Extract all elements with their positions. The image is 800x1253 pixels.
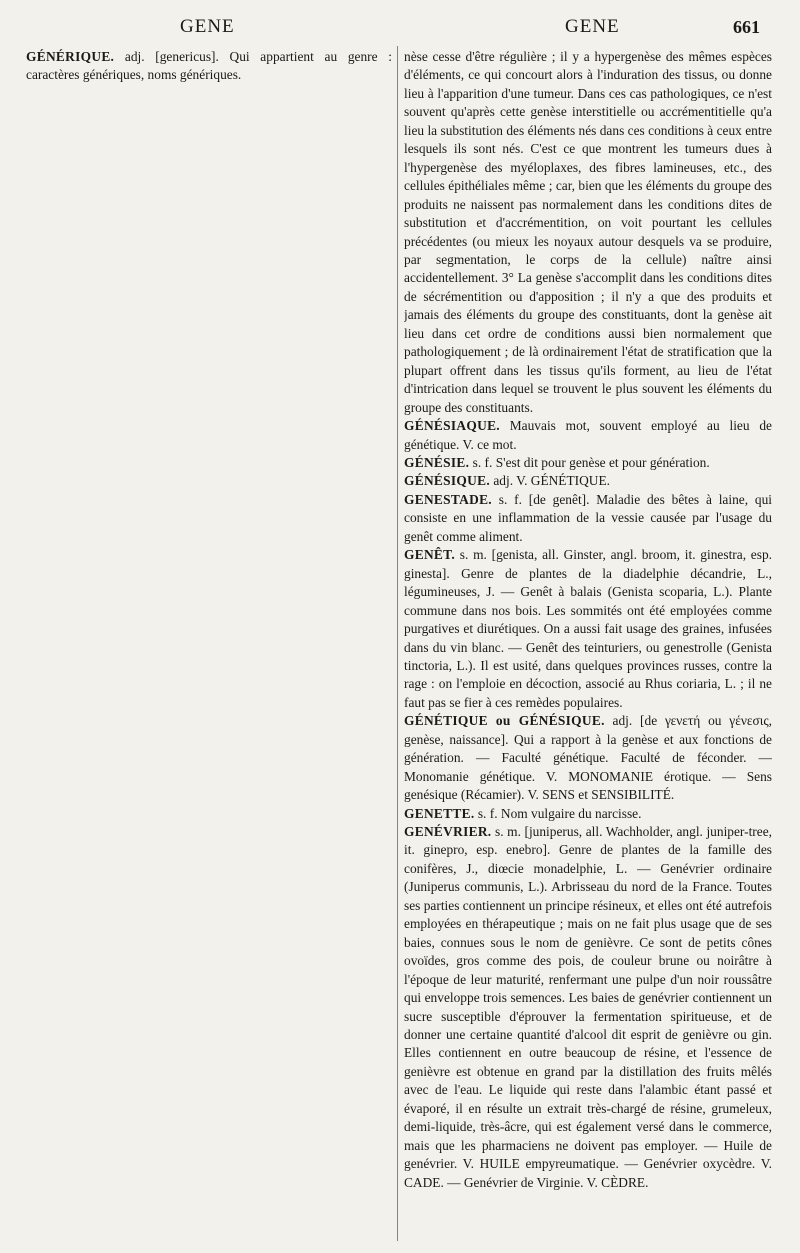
entry-headword: GÉNÉRIQUE. xyxy=(26,49,115,64)
entry-paragraph: GÉNÉSIE. s. f. S'est dit pour genèse et pour génération. xyxy=(404,454,710,470)
right-running-head: GENE xyxy=(565,16,620,37)
page-number: 661 xyxy=(733,17,760,37)
entry-paragraph: GENESTADE. s. f. [de genêt]. Maladie des bêtes à laine, qui consiste en une inflammation de la vessie causée par l'usage du genêt comme aliment. xyxy=(404,491,772,544)
right-column xyxy=(404,48,772,1243)
entry-headword: GENESTADE. xyxy=(404,491,492,507)
entry-headword: GENÊT. xyxy=(404,547,456,563)
entry-headword: GENETTE. xyxy=(404,805,475,821)
entry-headword: GÉNÉTIQUE ou GÉNÉSIQUE. xyxy=(404,713,605,729)
entry-paragraph: GENÉVRIER. s. m. [juniperus, all. Wachholder, angl. juniper-tree, it. ginepro, esp. enebro]. Genre de plantes de la famille des conifères, J., diœcie monadelphie, L. — Genévrier ordinaire (Juniperus communis, L.). Arbrisseau du nord de la France. Toutes ses parties contiennent un principe résineux, et elles ont été autrefois employées en thérapeutique ; mais on ne fait plus usage que de ses baies, connues sous le nom de genièvre. Ce sont de petits cônes ovoïdes, gros comme des pois, de couleur brune ou noirâtre à l'époque de leur maturité, renfermant une pulpe d'un noir roussâtre qui enveloppe trois semences. Les baies de genévrier contiennent un sucre susceptible d'éprouver la fermentation spiritueuse, et de donner une certaine quantité d'alcool dit esprit de genièvre ou gin. Elles contiennent en outre beaucoup de résine, et l'essence de genièvre est obtenue en grand par la distillation des fruits mêlés avec de l'eau. Le liquide qui reste dans l'alambic étant passé et évaporé, il en résulte un extrait très-chargé de résine, grumeleux, demi-liquide, très-âcre, qui est également versé dans le commerce, mais que les pharmaciens ne doivent pas employer. — Huile de genévrier. V. HUILE empyreumatique. — Genévrier oxycèdre. V. CADE. — Genévrier de Virginie. V. CÈDRE. xyxy=(404,824,772,1190)
entry-paragraph: GÉNÉRIQUE. adj. [genericus]. Qui appartient au genre : caractères génériques, noms génériques. xyxy=(26,49,392,83)
entry-headword: GÉNÉSIE. xyxy=(404,454,470,470)
running-header xyxy=(0,12,800,42)
entry-paragraph: GÉNÉSIAQUE. Mauvais mot, souvent employé au lieu de génétique. V. ce mot. xyxy=(404,418,772,452)
entry-paragraph: GENÊT. s. m. [genista, all. Ginster, angl. broom, it. ginestra, esp. ginesta]. Genre de plantes de la diadelphie décandrie, L., légumineuses, J. — Genêt à balais (Genista scoparia, L.). Plante commune dans nos bois. Les sommités ont été employées comme purgatives et diurétiques. On a aussi fait usage des graines, infusées dans du vin blanc. — Genêt des teinturiers, ou genestrolle (Genista tinctoria, L.). Il est usité, dans quelques provinces russes, contre la rage : on l'emploie en décoction, associé au Rhus coriaria, L. ; il ne faut pas se fier à ces remèdes populaires. xyxy=(404,547,772,710)
left-running-head: GENE xyxy=(180,16,235,37)
entry-headword: GÉNÉSIQUE. xyxy=(404,473,490,489)
left-column xyxy=(26,48,392,1243)
entry-paragraph: GÉNÉTIQUE ou GÉNÉSIQUE. adj. [de γενετή ou γένεσις, genèse, naissance]. Qui a rapport à la genèse et aux fonctions de génération. — Faculté génétique. Faculté de féconder. — Monomanie génétique. V. MONOMANIE érotique. — Sens genésique (Récamier). V. SENS et SENSIBILITÉ. xyxy=(404,713,772,803)
column-divider xyxy=(397,46,398,1241)
entry-paragraph: nèse cesse d'être régulière ; il y a hypergenèse des mêmes espèces d'éléments, ce qui concourt alors à l'induration des tissus, ou donne lieu à l'apparition d'une tumeur. Dans ces cas pathologiques, ce n'est souvent qu'après cette genèse interstitielle ou accrémentitielle qu'a lieu la substitution des éléments nés dans ces conditions à ceux entre lesquels ils sont nés. C'est ce que montrent les tumeurs dues à l'hypergenèse des myéloplaxes, des fibres lamineuses, etc., des cellules épithéliales même ; car, bien que les éléments du groupe des produits ne naissent pas normalement dans les conditions dites de substitution et d'accrémentition, on voit pourtant les cellules précédentes (ou mieux les noyaux autour desquels va se produire, par segmentation, le corps de la cellule) naître ainsi accidentellement. 3° La genèse s'accomplit dans les conditions dites de sécrémentition ou d'apposition ; il n'y a que des produits et jamais des éléments du groupe des constituants, dont la genèse ait lieu dans cet ordre de conditions aussi bien normalement que pathologiquement ; de là ordinairement l'état de stratification que la plupart offrent dans les tissus qu'ils forment, au lieu de l'état d'intrication dans lequel se trouvent le plus souvent les éléments du groupe des constituants. xyxy=(404,49,772,415)
entry-paragraph: GENETTE. s. f. Nom vulgaire du narcisse. xyxy=(404,805,642,821)
entry-paragraph: GÉNÉSIQUE. adj. V. GÉNÉTIQUE. xyxy=(404,473,610,489)
entry-headword: GÉNÉSIAQUE. xyxy=(404,418,500,434)
entry-headword: GENÉVRIER. xyxy=(404,824,492,840)
